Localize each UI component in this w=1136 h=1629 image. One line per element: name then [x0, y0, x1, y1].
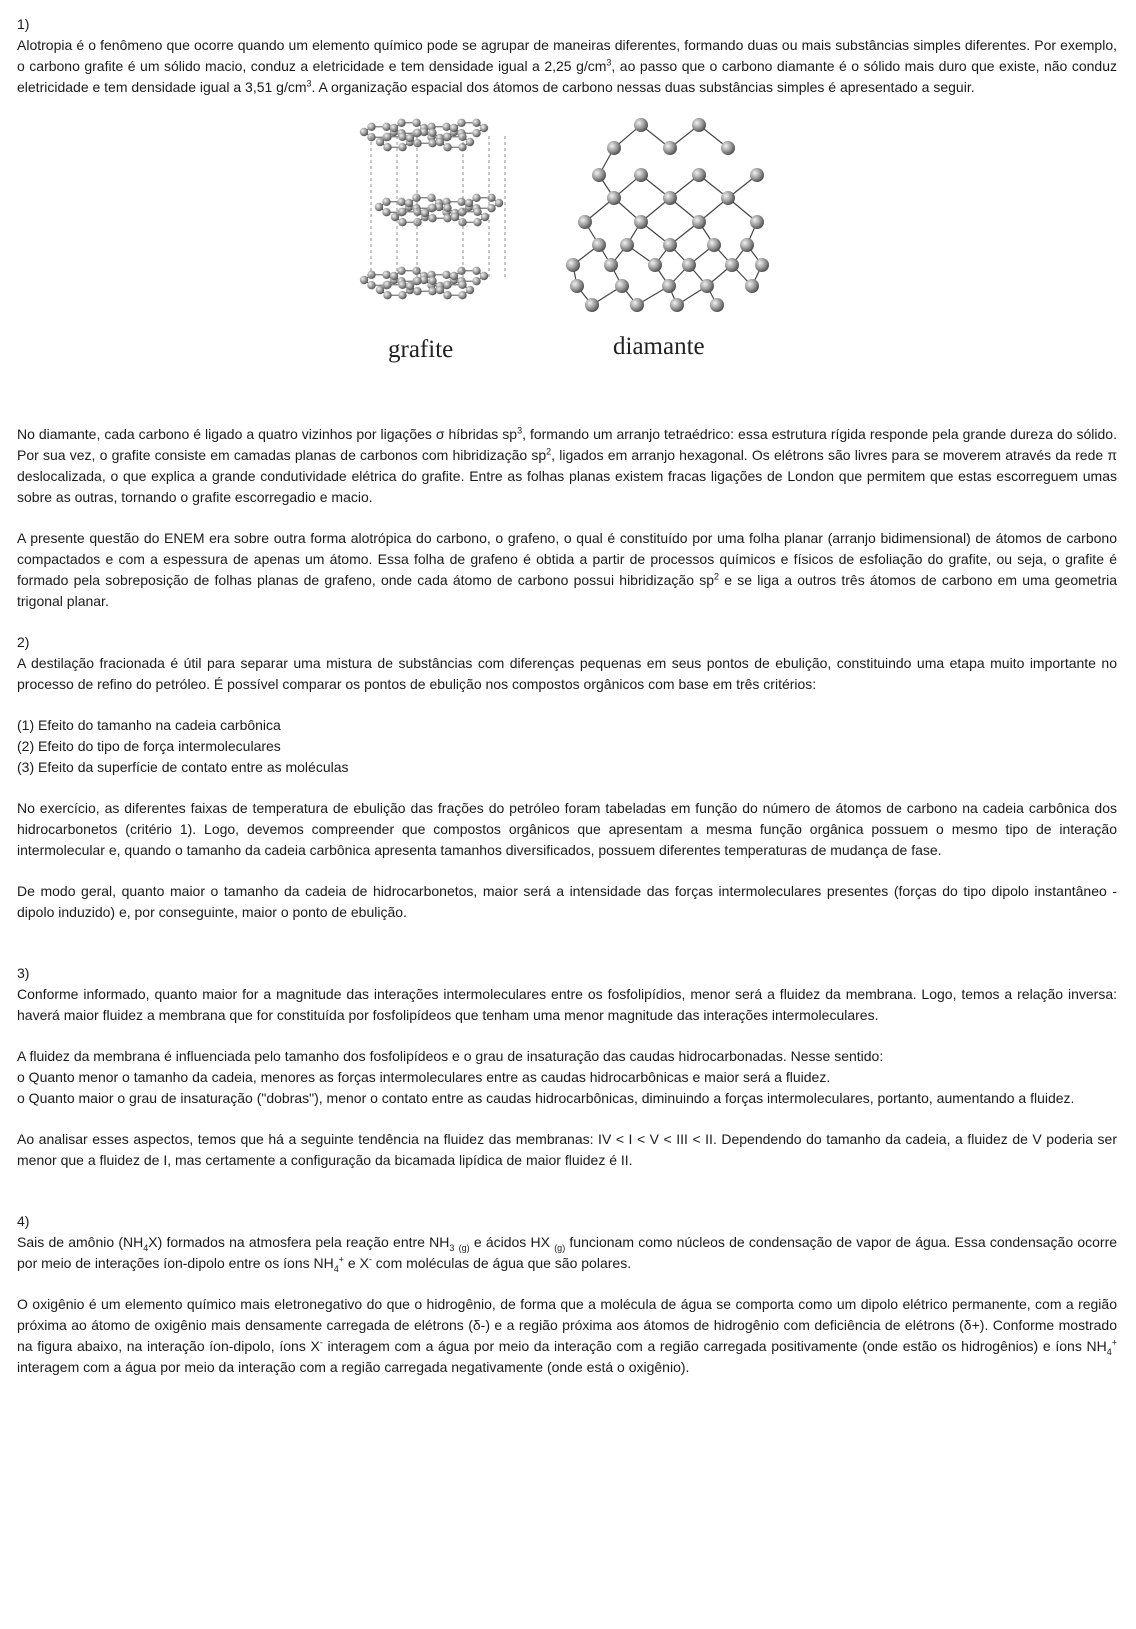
- diamond-atom: [663, 238, 677, 252]
- graphite-atom: [472, 277, 480, 285]
- graphite-atom: [487, 194, 495, 202]
- diamond-atom: [585, 298, 599, 312]
- diamond-atom: [570, 279, 584, 293]
- diamond-atom: [566, 258, 580, 272]
- graphite-atom: [450, 272, 458, 280]
- graphite-atom: [382, 271, 390, 279]
- graphite-atom: [367, 123, 375, 131]
- document-page: [17, 14, 1117, 1378]
- graphite-atom: [413, 208, 421, 216]
- diamond-atom: [725, 258, 739, 272]
- graphite-atom: [398, 143, 406, 151]
- graphite-label: grafite: [388, 336, 454, 363]
- graphite-atom: [360, 128, 368, 136]
- graphite-atom: [428, 277, 436, 285]
- q1-number: 1): [17, 16, 30, 32]
- diamond-atom: [663, 191, 677, 205]
- diamond-atom: [710, 298, 724, 312]
- graphite-atom: [406, 134, 414, 142]
- graphite-atom: [457, 198, 465, 206]
- diamond-atom: [707, 238, 721, 252]
- graphite-atom: [451, 213, 459, 221]
- graphite-atom: [428, 129, 436, 137]
- allotrope-structures-drawing: [17, 110, 1117, 410]
- graphite-atom: [367, 281, 375, 289]
- diamond-atom: [607, 141, 621, 155]
- graphite-atom: [376, 138, 384, 146]
- graphite-atom: [412, 119, 420, 127]
- graphite-atom: [383, 143, 391, 151]
- diamond-atom: [750, 215, 764, 229]
- graphite-atom: [360, 276, 368, 284]
- graphite-atom: [412, 194, 420, 202]
- q1-paragraph-2: No diamante, cada carbono é ligado a quatro vizinhos por ligações σ híbridas $sp^3$, formando um arranjo tetraédrico: essa estrutura rígida responde pela grande dureza do sólido. Por sua vez, o grafite consiste em camadas planas de carbonos com hibridização $sp^2$, ligados em arranjo hexagonal. Os elétrons são livres para se moverem através da rede π deslocalizada, o que explica a grande condutividade elétrica do grafite. Entre as folhas planas existem fracas ligações de London que permitem que estas escorreguem umas sobre as outras, tornando o grafite escorregadio e macio.: [17, 425, 1117, 505]
- graphite-atom: [436, 138, 444, 146]
- diamond-atom: [745, 279, 759, 293]
- graphite-atom: [495, 199, 503, 207]
- q2-paragraph-1: A destilação fracionada é útil para separar uma mistura de substâncias com diferenças pequenas em seus pontos de ebulição, constituindo uma etapa muito importante no processo de refino do petróleo. É possível comparar os pontos de ebulição nos compostos orgânicos com base em três critérios:: [17, 655, 1117, 692]
- graphite-atom: [428, 214, 436, 222]
- graphite-atom: [428, 287, 436, 295]
- graphite-atom: [436, 286, 444, 294]
- q2-paragraph-2: No exercício, as diferentes faixas de temperatura de ebulição das frações do petróleo foram tabeladas em função do número de átomos de carbono na cadeia carbônica dos hidrocarbonetos (critério 1). Logo, devemos compreender que compostos orgânicos que apresentam a mesma função orgânica possuem o mesmo tipo de interação intermolecular e, quando o tamanho da cadeia carbônica apresenta tamanhos diversificados, possuem diferentes temperaturas de mudança de fase.: [17, 800, 1117, 858]
- diamond-atom: [620, 238, 634, 252]
- graphite-atom: [398, 208, 406, 216]
- graphite-atom: [442, 271, 450, 279]
- q3-bullet-1: o Quanto menor o tamanho da cadeia, menores as forças intermoleculares entre as caudas hidrocarbônicas e maior será a fluidez.: [17, 1069, 831, 1085]
- graphite-atom: [481, 213, 489, 221]
- q4-paragraph-1: Sais de amônio $(NH_4X)$ formados na atmosfera pela reação entre $NH_3$ $_{(g)}$ e ácidos HX $_{(g)}$ funcionam como núcleos de condensação de vapor de água. Essa condensação ocorre por meio de interações íon-dipolo entre os íons $NH_4^+$ e X- com moléculas de água que são polares.: [17, 1234, 1118, 1274]
- q2-paragraph-3: De modo geral, quanto maior o tamanho da cadeia de hidrocarbonetos, maior será a intensidade das forças intermoleculares presentes (forças do tipo dipolo instantâneo - dipolo induzido) e, por conseguinte, maior o ponto de ebulição.: [17, 883, 1117, 920]
- graphite-atom: [382, 208, 390, 216]
- diamond-atom: [592, 238, 606, 252]
- graphite-atom: [367, 271, 375, 279]
- q4-paragraph-2: O oxigênio é um elemento químico mais eletronegativo do que o hidrogênio, de forma que a molécula de água se comporta como um dipolo elétrico permanente, com a região próxima ao átomo de oxigênio mais densamente carregada de elétrons (δ-) e a região próxima aos átomos de hidrogênio com deficiência de elétrons (δ+). Conforme mostrado na figura abaixo, na interação íon-dipolo, íons X- interagem com a água por meio da interação com a região carregada positivamente (onde estão os hidrogênios) e íons $NH_4^+$ interagem com a água por meio da interação com a região carregada negativamente (onde está o oxigênio).: [17, 1296, 1118, 1375]
- graphite-atom: [398, 281, 406, 289]
- graphite-atom: [421, 209, 429, 217]
- graphite-atom: [397, 119, 405, 127]
- graphite-atom: [376, 286, 384, 294]
- q1-paragraph-3: A presente questão do ENEM era sobre outra forma alotrópica do carbono, o grafeno, o qual é constituído por uma folha planar (arranjo bidimensional) de átomos de carbono compactados e com a espessura de apenas um átomo. Essa folha de grafeno é obtida a partir de processos químicos e físicos de esfoliação do grafite, ou seja, o grafite é formado pela sobreposição de folhas planas de grafeno, onde cada átomo de carbono possui hibridização $sp^2$ e se liga a outros três átomos de carbono em uma geometria trigonal planar.: [17, 530, 1117, 609]
- diamond-atom: [648, 258, 662, 272]
- graphite-atom: [458, 143, 466, 151]
- diamond-atom: [700, 279, 714, 293]
- graphite-atom: [412, 267, 420, 275]
- diamond-atom: [670, 298, 684, 312]
- diamond-atom: [634, 118, 648, 132]
- graphite-atom: [443, 143, 451, 151]
- q2-number: 2): [17, 634, 30, 650]
- diamond-atom: [721, 141, 735, 155]
- diamond-atom: [607, 191, 621, 205]
- graphite-atom: [383, 281, 391, 289]
- graphite-atom: [406, 282, 414, 290]
- graphite-atom: [480, 124, 488, 132]
- diamond-atom: [755, 258, 769, 272]
- diamond-label: diamante: [613, 333, 705, 360]
- graphite-structure: [360, 119, 505, 300]
- q3-number: 3): [17, 965, 30, 981]
- graphite-atom: [466, 138, 474, 146]
- graphite-atom: [472, 129, 480, 137]
- graphite-atom: [391, 213, 399, 221]
- diamond-atom: [682, 258, 696, 272]
- q2-criterion-1: (1) Efeito do tamanho na cadeia carbônica: [17, 717, 281, 733]
- graphite-atom: [413, 277, 421, 285]
- diamond-atom: [692, 118, 706, 132]
- graphite-atom: [458, 208, 466, 216]
- graphite-atom: [472, 267, 480, 275]
- diamond-atom: [721, 191, 735, 205]
- diamond-atom: [750, 168, 764, 182]
- graphite-atom: [405, 199, 413, 207]
- graphite-atom: [443, 281, 451, 289]
- graphite-atom: [443, 204, 451, 212]
- graphite-atom: [383, 291, 391, 299]
- graphite-atom: [427, 194, 435, 202]
- graphite-atom: [472, 119, 480, 127]
- diamond-atom: [692, 168, 706, 182]
- graphite-atom: [398, 291, 406, 299]
- graphite-atom: [473, 218, 481, 226]
- graphite-atom: [443, 214, 451, 222]
- graphite-atom: [457, 267, 465, 275]
- q2-criterion-3: (3) Efeito da superfície de contato entre as moléculas: [17, 759, 349, 775]
- diamond-atom: [740, 238, 754, 252]
- graphite-atom: [443, 291, 451, 299]
- graphite-atom: [458, 218, 466, 226]
- graphite-atom: [487, 204, 495, 212]
- graphite-atom: [413, 287, 421, 295]
- graphite-atom: [466, 286, 474, 294]
- graphite-atom: [428, 139, 436, 147]
- diamond-atom: [634, 215, 648, 229]
- q1-paragraph-1: Alotropia é o fenômeno que ocorre quando um elemento químico pode se agrupar de maneiras diferentes, formando duas ou mais substâncias simples diferentes. Por exemplo, o carbono grafite é um sólido macio, conduz a eletricidade e tem densidade igual a 2,25 $g/cm^3$, ao passo que o carbono diamante é o sólido mais duro que existe, não conduz eletricidade e tem densidade igual a 3,51 $g/cm^3$. A organização espacial dos átomos de carbono nessas duas substâncias simples é apresentado a seguir.: [17, 37, 1117, 95]
- graphite-atom: [413, 218, 421, 226]
- graphite-atom: [458, 133, 466, 141]
- graphite-atom: [443, 133, 451, 141]
- q3-paragraph-2: A fluidez da membrana é influenciada pelo tamanho dos fosfolipídeos e o grau de insaturação das caudas hidrocarbonadas. Nesse sentido:: [17, 1048, 884, 1064]
- q2-criterion-2: (2) Efeito do tipo de força intermoleculares: [17, 738, 281, 754]
- q4-number: 4): [17, 1213, 30, 1229]
- graphite-atom: [367, 133, 375, 141]
- graphite-atom: [450, 124, 458, 132]
- q3-paragraph-1: Conforme informado, quanto maior for a magnitude das interações intermoleculares entre os fosfolipídios, menor será a fluidez da membrana. Logo, temos a relação inversa: haverá maior fluidez a membrana que for constituída por fosfolipídeos que tenham uma menor magnitude das interações intermoleculares.: [17, 986, 1117, 1023]
- graphite-atom: [382, 198, 390, 206]
- graphite-atom: [473, 208, 481, 216]
- graphite-atom: [413, 139, 421, 147]
- graphite-atom: [375, 203, 383, 211]
- q3-bullet-2: o Quanto maior o grau de insaturação ("dobras"), menor o contato entre as caudas hidrocarbônicas, diminuindo a forças intermoleculares, portanto, aumentando a fluidez.: [17, 1090, 1075, 1106]
- diamond-atom: [592, 168, 606, 182]
- diamond-atom: [630, 298, 644, 312]
- diamond-atom: [578, 215, 592, 229]
- graphite-atom: [458, 281, 466, 289]
- diamond-structure: [566, 118, 769, 312]
- graphite-atom: [397, 267, 405, 275]
- graphite-atom: [480, 272, 488, 280]
- graphite-atom: [457, 119, 465, 127]
- q3-paragraph-3: Ao analisar esses aspectos, temos que há a seguinte tendência na fluidez das membranas: IV < I < V < III < II. Dependendo do tamanho da cadeia, a fluidez de V poderia ser menor que a fluidez de I, mas certamente a configuração da bicamada lipídica de maior fluidez é II.: [17, 1131, 1117, 1168]
- graphite-atom: [398, 218, 406, 226]
- graphite-atom: [428, 204, 436, 212]
- graphite-atom: [442, 123, 450, 131]
- diamond-atom: [615, 279, 629, 293]
- graphite-atom: [383, 133, 391, 141]
- graphite-atom: [398, 133, 406, 141]
- diamond-atom: [692, 215, 706, 229]
- graphite-atom: [397, 198, 405, 206]
- diamond-atom: [634, 168, 648, 182]
- carbon-allotropes-figure: [17, 110, 1117, 410]
- graphite-atom: [413, 129, 421, 137]
- diamond-atom: [604, 258, 618, 272]
- graphite-atom: [458, 291, 466, 299]
- diamond-atom: [663, 141, 677, 155]
- graphite-atom: [390, 124, 398, 132]
- graphite-atom: [472, 194, 480, 202]
- graphite-atom: [465, 199, 473, 207]
- graphite-atom: [382, 123, 390, 131]
- diamond-atom: [662, 279, 676, 293]
